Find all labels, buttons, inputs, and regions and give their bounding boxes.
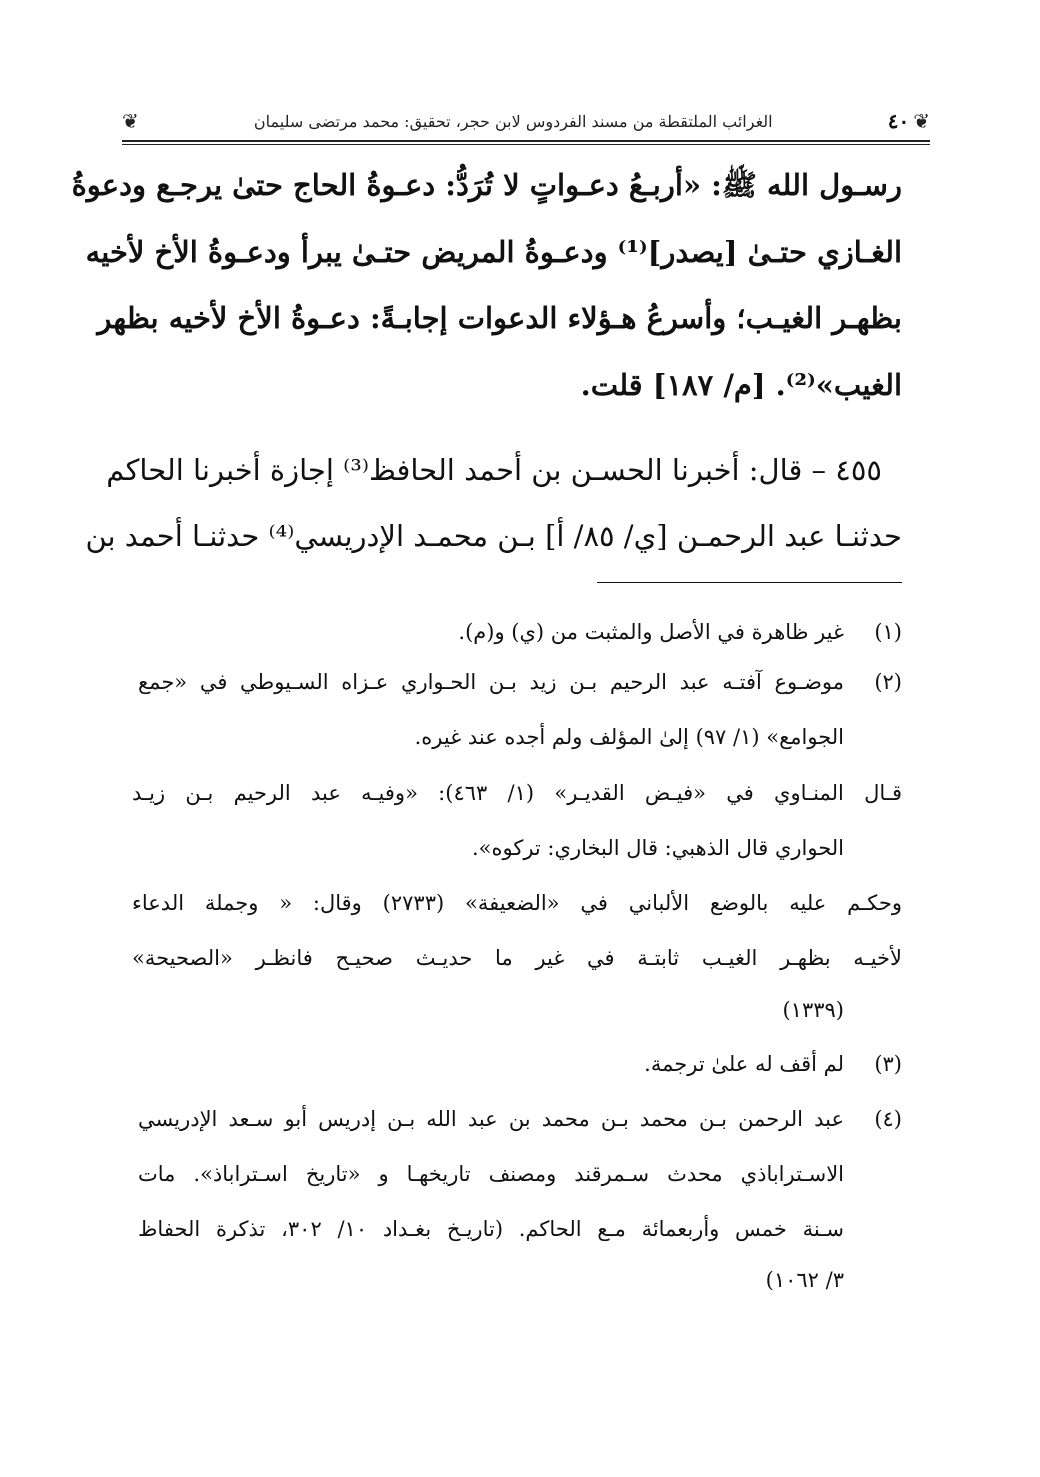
running-header	[122, 104, 930, 138]
main-text-line: الغيب»⁽²⁾. [م/ ١٨٧] قلت.	[580, 368, 902, 402]
main-text-line: الغـازي حتـىٰ [يصدر]⁽¹⁾ ودعـوةُ المريض حتـىٰ يبرأ ودعـوةُ الأخ لأخيه	[85, 235, 902, 269]
header-ornament-group	[122, 111, 139, 131]
header-rule	[122, 144, 930, 145]
main-text-line: بظهـر الغيـب؛ وأسرعُ هـؤلاء الدعوات إجابـةً: دعـوةُ الأخ لأخيه بظهر	[97, 301, 902, 335]
footnote-number: (٤)	[874, 1107, 902, 1131]
footnote-line: عبد الرحمن بـن محمد بـن محمد بن عبد الله بـن إدريس أبو سـعد الإدريسي	[138, 1107, 844, 1131]
footnote-line: ٣/ ١٠٦٢)	[765, 1268, 844, 1292]
footnote-line: لأخيـه بظهـر الغيـب ثابتـة في غير ما حديـث صحيـح فانظـر «الصحيحة»	[132, 946, 902, 970]
footnote-line: موضـوع آفتـه عبد الرحيم بـن زيد بـن الحـواري عـزاه السـيوطي في «جمع	[138, 670, 844, 694]
footnote-line: وحكـم عليه بالوضع الألباني في «الضعيفة» (٢٧٣٣) وقال: « وجملة الدعاء	[132, 891, 903, 915]
footnote-line: لم أقف له علىٰ ترجمة.	[644, 1052, 844, 1076]
header-page-number-group	[888, 109, 930, 133]
footnote-line: سـنة خمس وأربعمائة مـع الحاكم. (تاريـخ بغـداد ١٠/ ٣٠٢، تذكرة الحفاظ	[138, 1217, 844, 1241]
footnote-separator	[597, 582, 902, 583]
footnote-line: قـال المنـاوي في «فيـض القديـر» (١/ ٤٦٣): «وفيـه عبد الرحيم بـن زيـد	[132, 781, 902, 805]
footnote-number: (٢)	[874, 670, 902, 694]
footnote-line: الحواري قال الذهبي: قال البخاري: تركوه».	[471, 836, 844, 860]
running-title: الغرائب الملتقطة من مسند الفردوس لابن حجر، تحقيق: محمد مرتضى سليمان	[253, 111, 773, 131]
main-text-line: ٤٥٥ – قال: أخبرنا الحسـن بن أحمد الحافظ⁽³⁾ إجازة أخبرنا الحاكم	[106, 453, 882, 487]
ornament-icon: ❦	[913, 109, 930, 133]
main-text-line: رسـول الله ﷺ: «أربـعُ دعـواتٍ لا تُرَدُّ: دعـوةُ الحاج حتىٰ يرجـع ودعوةُ	[71, 168, 902, 202]
footnote-number: (١)	[874, 620, 902, 644]
footnote-line: (١٣٣٩)	[782, 998, 844, 1022]
footnote-number: (٣)	[874, 1052, 902, 1076]
footnote-line: غير ظاهرة في الأصل والمثبت من (ي) و(م).	[458, 620, 844, 644]
page-number: ٤٠	[887, 109, 910, 133]
footnote-line: الجوامع» (١/ ٩٧) إلىٰ المؤلف ولم أجده عند غيره.	[414, 725, 844, 749]
header-rule	[122, 140, 930, 142]
main-text-line: حدثنـا عبد الرحمـن [ي/ ٨٥/ أ] بـن محمـد الإدريسي⁽⁴⁾ حدثنـا أحمد بن	[85, 519, 902, 553]
footnote-line: الاسـتراباذي محدث سـمرقند ومصنف تاريخهـا و «تاريخ اسـتراباذ». مات	[138, 1162, 844, 1186]
ornament-icon: ❦	[122, 109, 139, 133]
